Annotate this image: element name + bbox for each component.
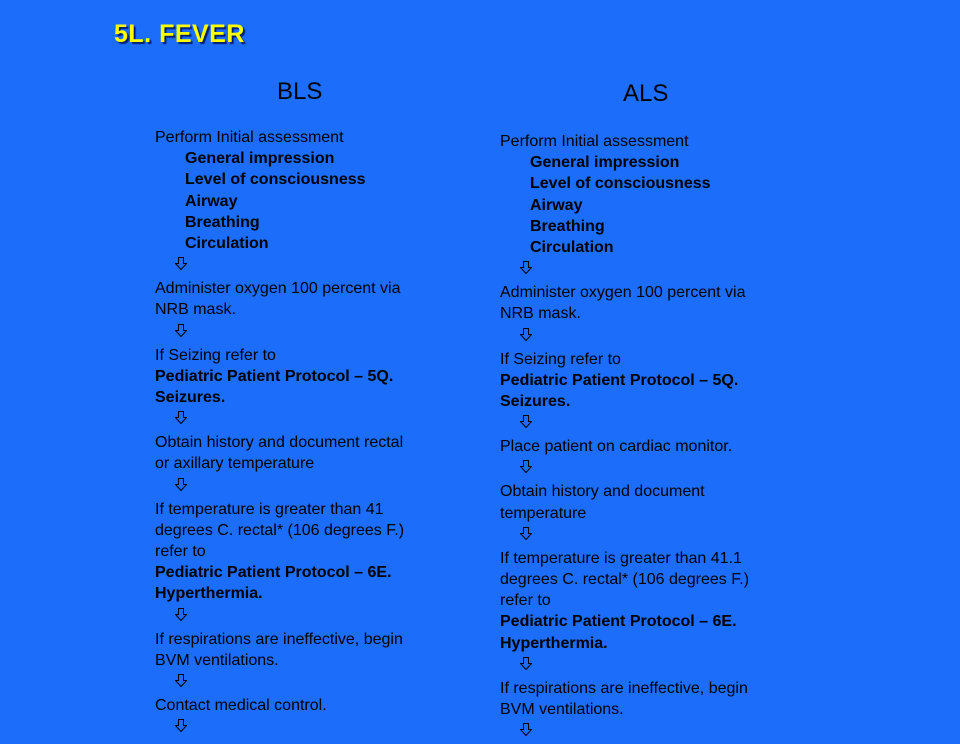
protocol-step-line: Pediatric Patient Protocol – 6E.	[155, 564, 392, 582]
protocol-step-line: If Seizing refer to	[155, 346, 276, 364]
protocol-step-line: General impression	[530, 154, 680, 172]
protocol-step-line: Pediatric Patient Protocol – 5Q.	[500, 371, 739, 389]
bls-heading: BLS	[277, 78, 323, 105]
protocol-step-line: Perform Initial assessment	[155, 129, 344, 146]
als-protocol-column	[500, 131, 800, 744]
down-arrow-icon	[155, 608, 455, 629]
down-arrow-icon	[500, 328, 800, 349]
bls-protocol-column	[155, 127, 455, 740]
protocol-step-line: Airway	[185, 192, 238, 210]
protocol-step-line: Circulation	[530, 239, 614, 257]
protocol-step	[500, 548, 800, 654]
protocol-step	[500, 282, 800, 324]
down-arrow-icon	[155, 478, 455, 499]
protocol-step	[500, 678, 800, 720]
down-arrow-icon	[500, 527, 800, 548]
protocol-step-line: If respirations are ineffective, begin	[155, 630, 403, 648]
protocol-step-line: Breathing	[185, 213, 260, 231]
protocol-step	[500, 131, 800, 258]
protocol-step-line: BVM ventilations.	[155, 651, 279, 669]
protocol-step-line: If respirations are ineffective, begin	[500, 679, 748, 697]
protocol-step-line: If Seizing refer to	[500, 350, 621, 368]
protocol-step-line: degrees C. rectal* (106 degrees F.)	[155, 521, 405, 539]
protocol-step-line: or axillary temperature	[155, 455, 315, 473]
protocol-step-line: Place patient on cardiac monitor.	[500, 438, 733, 456]
protocol-step-line: refer to	[155, 543, 206, 561]
protocol-step	[155, 278, 455, 320]
protocol-step-line: NRB mask.	[500, 305, 581, 323]
protocol-step-line: General impression	[185, 150, 335, 168]
als-heading: ALS	[623, 80, 669, 107]
protocol-step	[155, 432, 455, 474]
protocol-step	[500, 436, 800, 457]
protocol-step-line: refer to	[500, 592, 551, 610]
protocol-step-line: degrees C. rectal* (106 degrees F.)	[500, 571, 750, 589]
protocol-step	[155, 127, 455, 254]
down-arrow-icon	[500, 460, 800, 481]
protocol-step-line: temperature	[500, 504, 587, 522]
protocol-step-line: If temperature is greater than 41	[155, 500, 384, 518]
protocol-step-line: Hyperthermia.	[500, 634, 608, 652]
down-arrow-icon	[155, 719, 455, 740]
protocol-step-line: Pediatric Patient Protocol – 6E.	[500, 613, 737, 631]
down-arrow-icon	[500, 657, 800, 678]
protocol-step-line: Hyperthermia.	[155, 585, 263, 603]
protocol-step-line: Breathing	[530, 217, 605, 235]
down-arrow-icon	[500, 415, 800, 436]
protocol-step-line: If temperature is greater than 41.1	[500, 549, 742, 567]
protocol-step-line: Seizures.	[500, 393, 571, 411]
down-arrow-icon	[155, 324, 455, 345]
protocol-step-line: Perform Initial assessment	[500, 133, 689, 150]
protocol-step-line: Level of consciousness	[185, 171, 366, 189]
protocol-step	[155, 629, 455, 671]
protocol-step-line: Obtain history and document rectal	[155, 434, 404, 452]
protocol-step-line: Administer oxygen 100 percent via	[155, 280, 401, 298]
protocol-step-line: BVM ventilations.	[500, 701, 624, 719]
protocol-step	[500, 481, 800, 523]
protocol-step-line: Airway	[530, 196, 583, 214]
down-arrow-icon	[155, 257, 455, 278]
protocol-step-line: Obtain history and document	[500, 483, 705, 501]
down-arrow-icon	[155, 411, 455, 432]
protocol-step-line: Level of consciousness	[530, 175, 711, 193]
down-arrow-icon	[155, 674, 455, 695]
protocol-step-line: Contact medical control.	[155, 697, 327, 715]
protocol-step-line: Circulation	[185, 235, 269, 253]
protocol-step	[155, 499, 455, 605]
page-title: 5L. FEVER	[114, 20, 245, 48]
protocol-step	[155, 345, 455, 409]
down-arrow-icon	[500, 723, 800, 744]
down-arrow-icon	[500, 261, 800, 282]
protocol-step-line: Seizures.	[155, 389, 226, 407]
protocol-step-line: Administer oxygen 100 percent via	[500, 284, 746, 302]
protocol-step	[155, 695, 455, 716]
protocol-step-line: Pediatric Patient Protocol – 5Q.	[155, 367, 394, 385]
protocol-step	[500, 349, 800, 413]
protocol-step-line: NRB mask.	[155, 301, 236, 319]
